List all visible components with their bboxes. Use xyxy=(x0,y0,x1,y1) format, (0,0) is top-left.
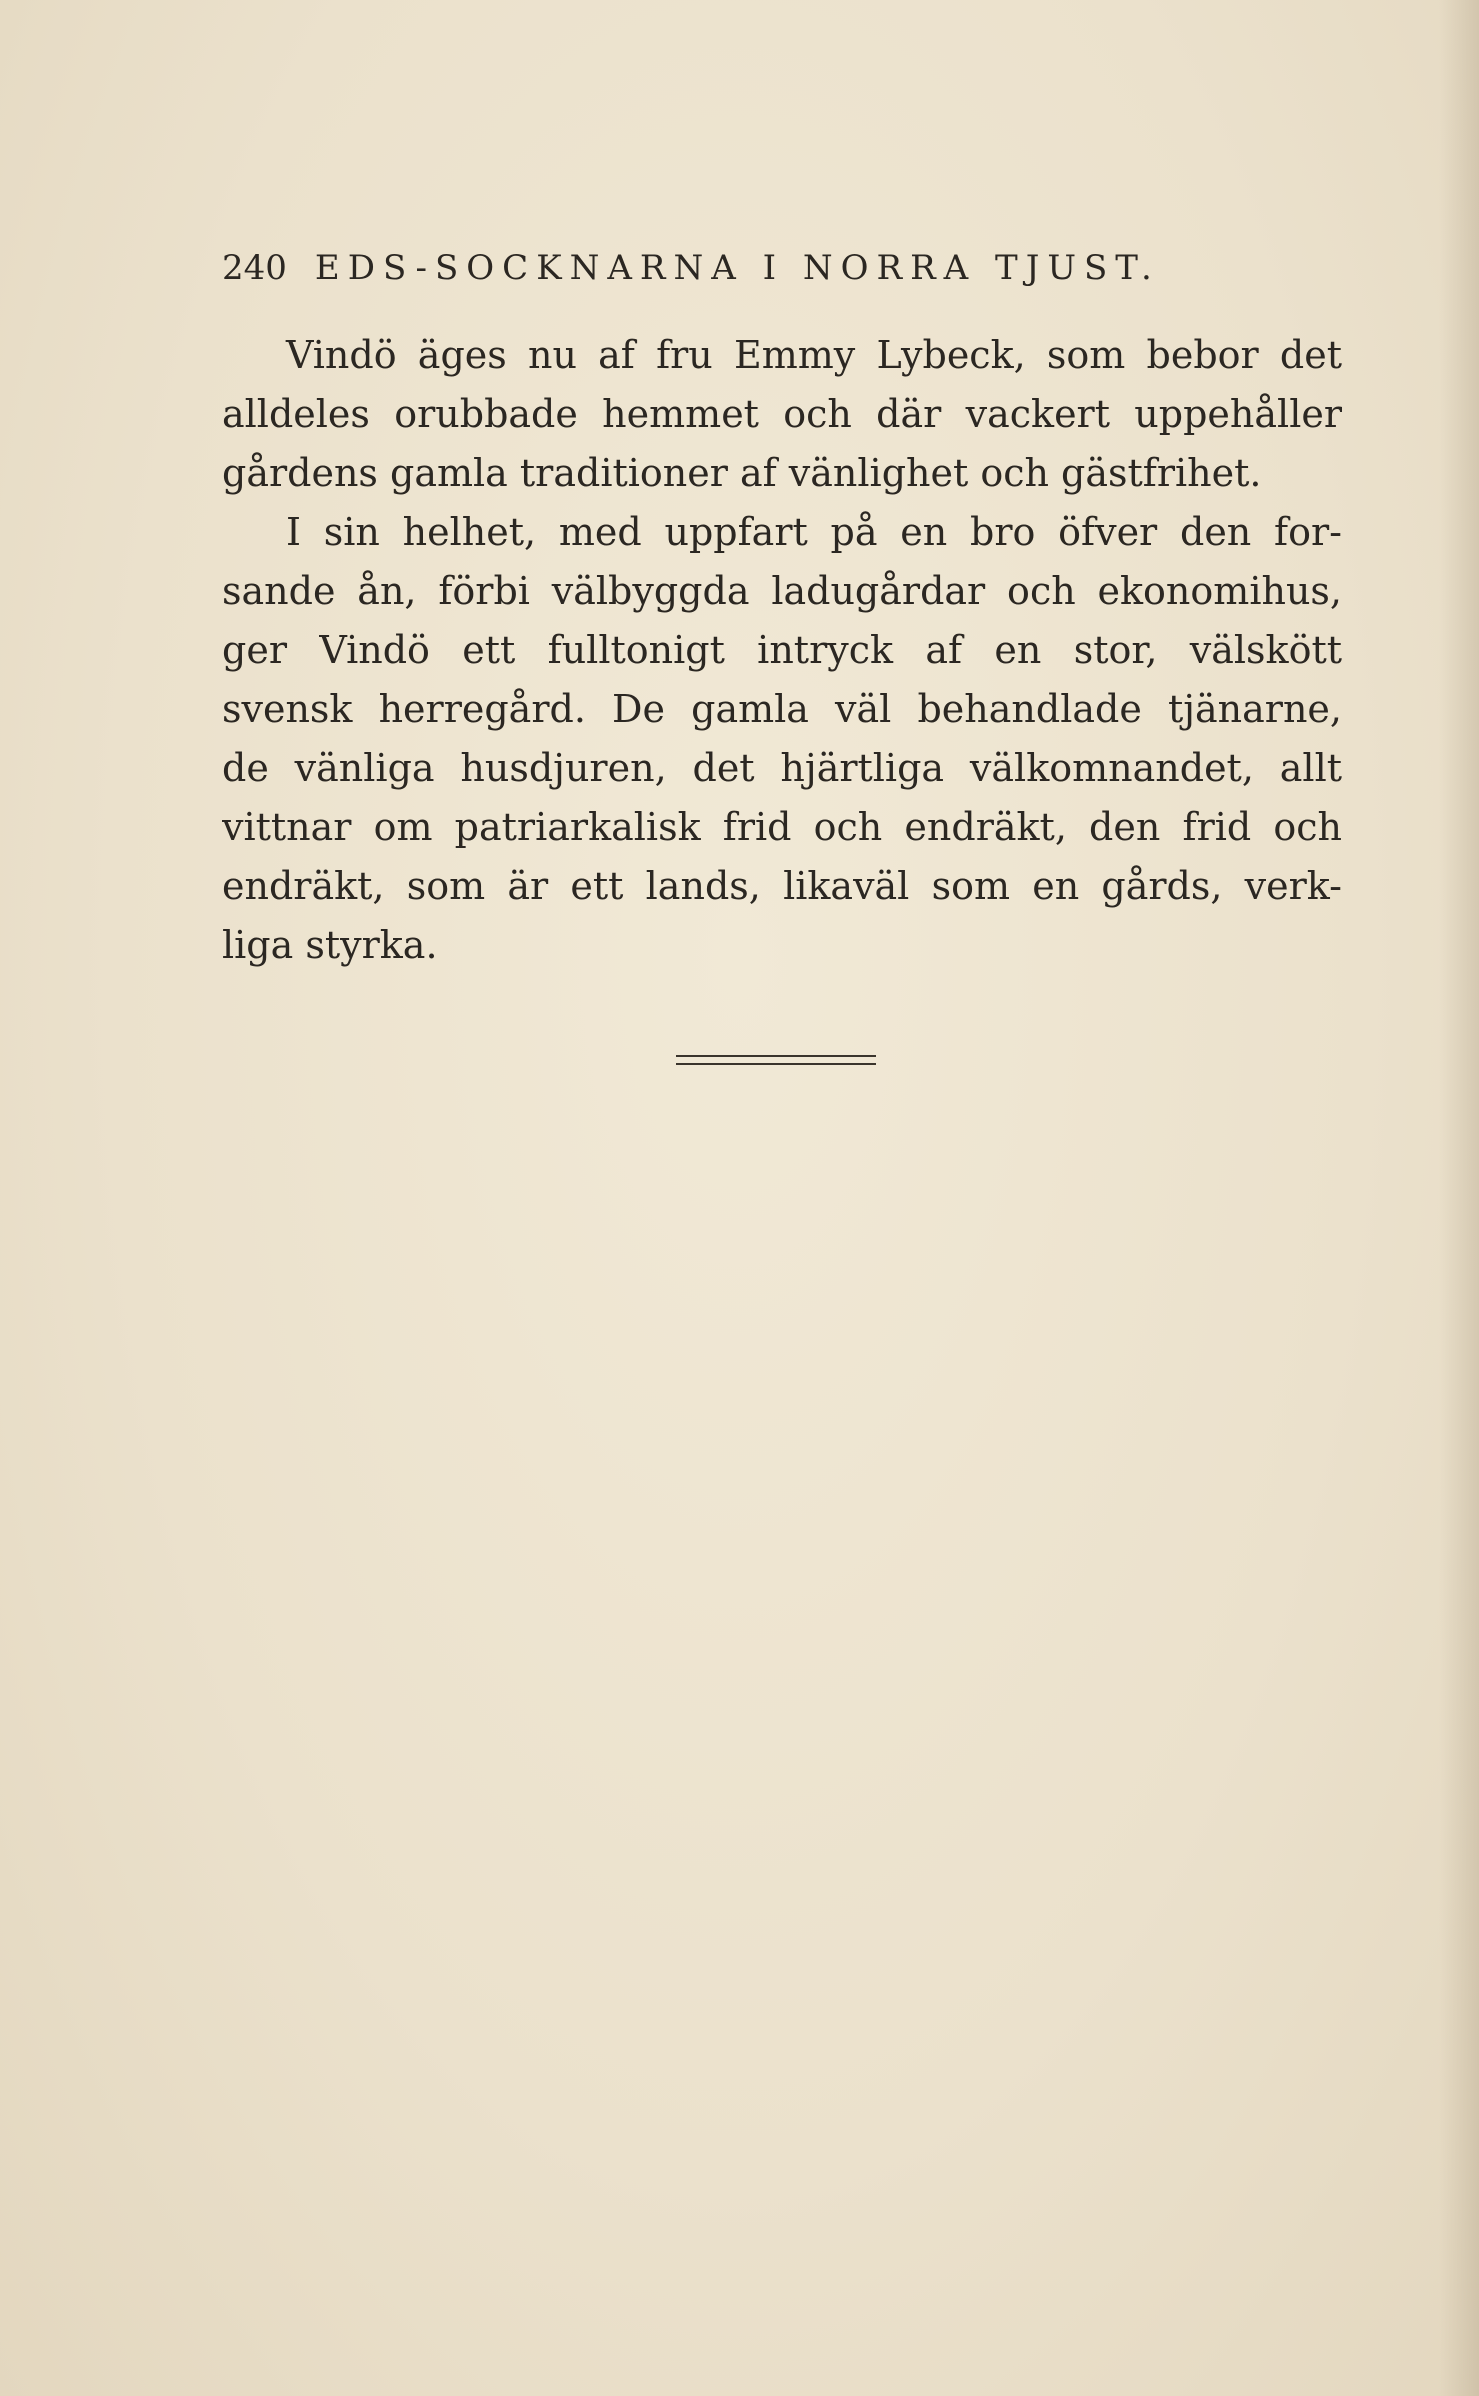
text-line: vittnar om patriarkalisk frid och endräkt, den frid och xyxy=(222,805,1342,849)
text-line: Vindö äges nu af fru Emmy Lybeck, som bebor det xyxy=(286,333,1342,377)
page-number: 240 xyxy=(222,248,287,288)
text-line: gårdens gamla traditioner af vänlighet och gästfrihet. xyxy=(222,451,1262,495)
text-line: de vänliga husdjuren, det hjärtliga välkomnandet, allt xyxy=(222,746,1342,790)
text-line: endräkt, som är ett lands, likaväl som en gårds, verk- xyxy=(222,864,1342,908)
running-head xyxy=(222,248,1342,298)
text-line: ger Vindö ett fulltonigt intryck af en stor, välskött xyxy=(222,628,1342,672)
text-line: liga styrka. xyxy=(222,923,438,967)
text-line: I sin helhet, med uppfart på en bro öfver den for- xyxy=(286,510,1342,554)
body-text xyxy=(222,326,1342,975)
section-end-rule xyxy=(676,1055,876,1065)
text-line: sande ån, förbi välbyggda ladugårdar och ekonomihus, xyxy=(222,569,1342,613)
text-line: svensk herregård. De gamla väl behandlade tjänarne, xyxy=(222,687,1342,731)
text-line: alldeles orubbade hemmet och där vackert uppehåller xyxy=(222,392,1342,436)
chapter-title: EDS-SOCKNARNA I NORRA TJUST. xyxy=(314,248,1160,288)
page-edge-shadow xyxy=(1439,0,1479,2396)
